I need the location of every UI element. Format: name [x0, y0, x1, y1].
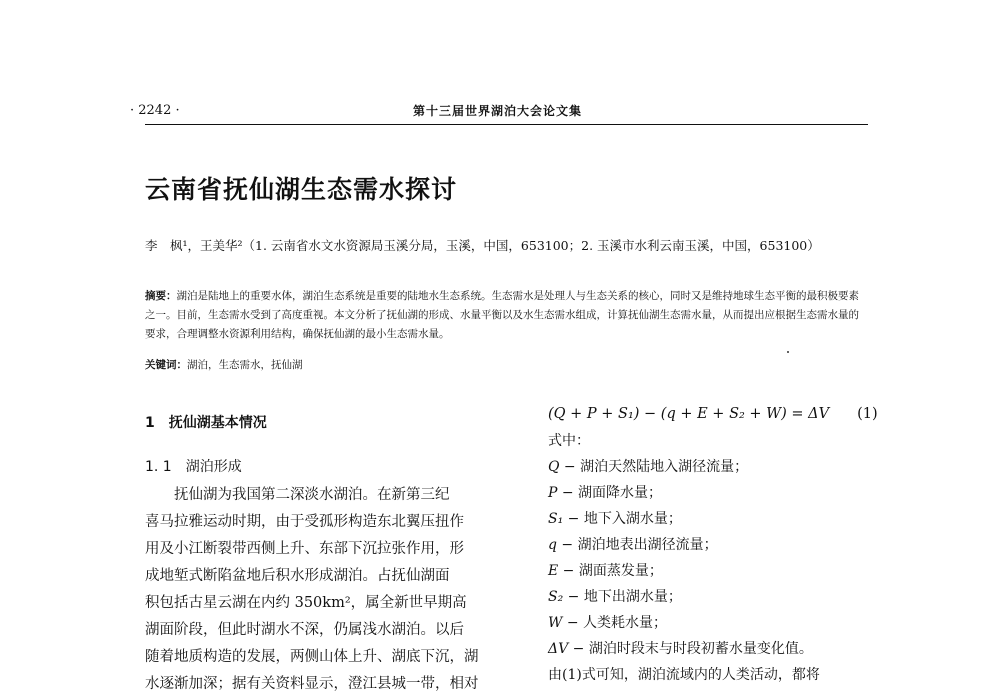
where-label: 式中： [548, 433, 590, 449]
definition-text: − 湖面降水量； [557, 485, 663, 501]
body-line: 积包括古星云湖在内约 350km²，属全新世早期高 [145, 595, 467, 611]
body-line: 成地堑式断陷盆地后积水形成湖泊。占抚仙湖面 [145, 568, 450, 584]
running-header: 第十三届世界湖泊大会论文集 [413, 104, 583, 118]
paper-title: 云南省抚仙湖生态需水探讨 [145, 175, 458, 204]
definition-item [548, 636, 878, 662]
definition-text: − 地下入湖水量； [563, 511, 682, 527]
author-affiliations: 李 枫¹，王美华²（1. 云南省水文水资源局玉溪分局，玉溪，中国，653100；2. 玉溪市水利云南玉溪，中国，653100） [145, 238, 820, 253]
abstract-text: 湖泊是陆地上的重要水体，湖泊生态系统是重要的陆地水生态系统。生态需水是处理人与生态关系的核心，同时又是维持地球生态平衡的最积极要素之一。目前，生态需水受到了高度重视。本文分析了抚仙湖的形成、水量平衡以及水生态需水组成，计算抚仙湖生态需水量，从而提出应根据生态需水量的要求，合理调整水资源利用结构，确保抚仙湖的最小生态需水量。 [145, 290, 859, 340]
keywords-label: 关键词： [145, 359, 187, 371]
definition-item [548, 532, 878, 558]
symbol: S₁ [548, 511, 564, 527]
definition-text: − 人类耗水量； [562, 615, 668, 631]
definition-item [548, 480, 878, 506]
right-column [548, 400, 878, 688]
abstract-label: 摘要： [145, 290, 177, 302]
definition-text: − 地下出湖水量； [563, 589, 682, 605]
keywords-text: 湖泊，生态需水，抚仙湖 [187, 359, 303, 371]
body-line: 抚仙湖为我国第二深淡水湖泊。在新第三纪 [145, 487, 450, 503]
definition-text: − 湖泊地表出湖径流量； [556, 537, 718, 553]
body-line: 随着地质构造的发展，两侧山体上升、湖底下沉，湖 [145, 649, 479, 665]
body-line: 喜马拉雅运动时期，由于受孤形构造东北翼压扭作 [145, 514, 464, 530]
symbol: S₂ [548, 589, 564, 605]
body-line: 用及小江断裂带西侧上升、东部下沉拉张作用，形 [145, 541, 464, 557]
scan-speck [787, 351, 789, 353]
definition-text: − 湖面蒸发量； [558, 563, 663, 579]
subsection-heading: 1. 1 湖泊形成 [145, 459, 242, 475]
equation-text: (Q + P + S₁) − (q + E + S₂ + W) = ΔV [548, 406, 830, 422]
water-balance-equation [548, 400, 878, 428]
definition-item [548, 584, 878, 610]
body-line: 湖面阶段，但此时湖水不深，仍属浅水湖泊。以后 [145, 622, 464, 638]
header-rule [145, 124, 868, 125]
symbol: W [548, 615, 563, 631]
symbol: P [548, 485, 558, 501]
symbol: q [548, 537, 557, 553]
keywords [145, 357, 303, 372]
closing-line: 由(1)式可知，湖泊流域内的人类活动，都将 [548, 667, 820, 683]
symbol: Q [548, 459, 560, 475]
page-number: · 2242 · [130, 103, 180, 118]
definition-text: − 湖泊时段末与时段初蓄水量变化值。 [568, 641, 813, 657]
definition-item [548, 610, 878, 636]
abstract [145, 287, 869, 344]
equation-number: (1) [857, 406, 878, 422]
definition-item [548, 506, 878, 532]
symbol: ΔV [548, 641, 569, 657]
body-line: 水逐渐加深；据有关资料显示，澄江县城一带，相对 [145, 676, 479, 692]
left-column [145, 412, 500, 698]
definition-item [548, 454, 878, 480]
definition-text: − 湖泊天然陆地入湖径流量； [559, 459, 749, 475]
definition-item [548, 558, 878, 584]
section-heading: 1 抚仙湖基本情况 [145, 415, 267, 431]
symbol: E [548, 563, 559, 579]
